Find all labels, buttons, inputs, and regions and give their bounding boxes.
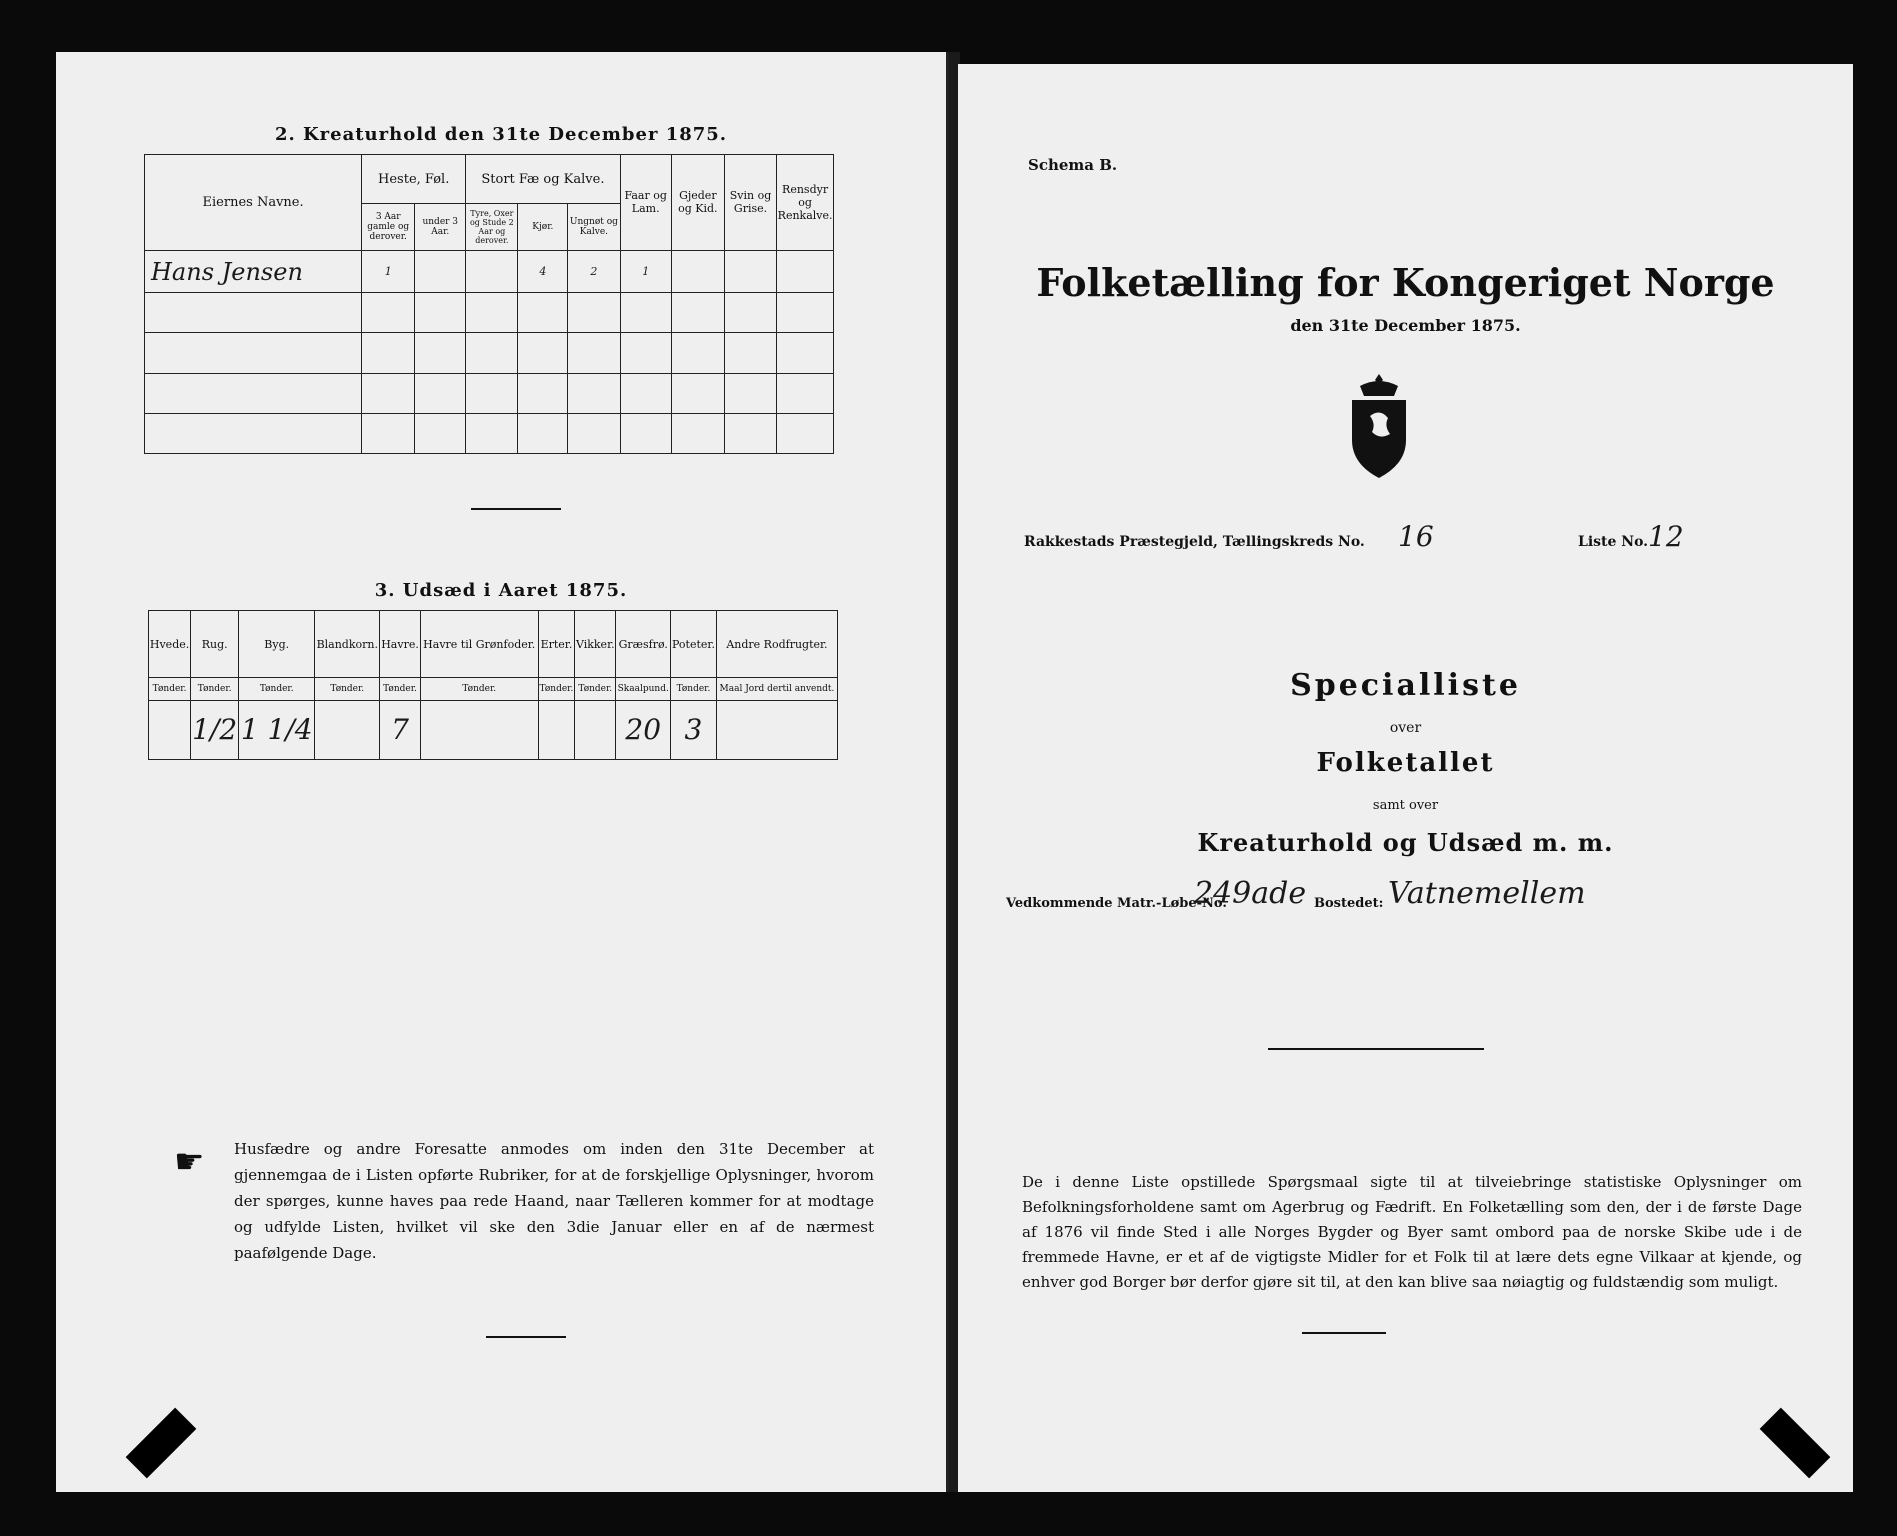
kjor-value: 4	[518, 250, 568, 292]
svin-header: Svin og Grise.	[724, 155, 776, 251]
owner-name: Hans Jensen	[145, 250, 362, 292]
table-row	[145, 333, 834, 373]
date-line: den 31te December 1875.	[1290, 316, 1521, 335]
seed-unit: Skaalpund.	[616, 678, 671, 700]
heste-header: Heste, Føl.	[362, 155, 466, 204]
heste-3aar-value: 1	[362, 250, 415, 292]
seed-header: Havre til Grønfoder.	[420, 611, 538, 678]
seed-header: Byg.	[239, 611, 315, 678]
stort-fae-header: Stort Fæ og Kalve.	[466, 155, 620, 204]
norway-coat-of-arms-icon	[1338, 372, 1420, 482]
stort-sub-tyre: Tyre, Oxer og Stude 2 Aar og derover.	[466, 204, 518, 251]
folketallet-title: Folketallet	[1316, 748, 1495, 778]
kreaturhold-title: Kreaturhold og Udsæd m. m.	[1197, 828, 1614, 857]
bottom-paragraph: De i denne Liste opstillede Spørgsmaal sigte til at tilveiebringe statistiske Oplysninger om Befolkningsforholdene samt om Agerbrug og Fædrift. En Folketælling som den, der i de første Dage af 1876 vil finde Sted i alle Norges Bygder og Byer samt ombord paa de norske Skibe ude i de fremmede Havne, er et af de vigtigste Midler for et Folk til at lære dets egne Vilkaar at kjende, og enhver god Borger bør derfor gjøre sit til, at den kan blive saa nøiagtig og fuldstændig som muligt.	[1022, 1173, 1802, 1291]
left-page	[56, 52, 949, 1492]
table-row	[149, 700, 838, 759]
rensdyr-header: Rensdyr og Renkalve.	[777, 155, 834, 251]
seed-header: Poteter.	[671, 611, 717, 678]
bosted-label: Bostedet:	[1314, 896, 1384, 911]
seed-value: 1/2	[191, 700, 239, 759]
stort-sub-ungnot: Ungnøt og Kalve.	[568, 204, 620, 251]
gjeder-header: Gjeder og Kid.	[671, 155, 724, 251]
seed-value: 7	[380, 700, 420, 759]
seed-header: Erter.	[538, 611, 574, 678]
schema-label: Schema B.	[1028, 156, 1118, 174]
seed-header: Græsfrø.	[616, 611, 671, 678]
heste-sub-3aar: 3 Aar gamle og derover.	[362, 204, 415, 251]
table-row	[145, 373, 834, 413]
seed-unit: Tønder.	[191, 678, 239, 700]
seed-value	[315, 700, 380, 759]
section3-title: 3. Udsæd i Aaret 1875.	[374, 580, 628, 601]
stort-sub-kjor: Kjør.	[518, 204, 568, 251]
seed-value	[575, 700, 616, 759]
seed-value	[420, 700, 538, 759]
table-row	[145, 250, 834, 292]
owner-header: Eiernes Navne.	[145, 155, 362, 251]
seed-value	[716, 700, 837, 759]
seed-header: Havre.	[380, 611, 420, 678]
seed-unit: Tønder.	[420, 678, 538, 700]
liste-number: 12	[1648, 520, 1684, 553]
divider	[471, 508, 561, 510]
divider	[486, 1336, 566, 1338]
seed-unit: Tønder.	[149, 678, 191, 700]
prestegjeld-label: Rakkestads Præstegjeld, Tællingskreds No.	[1024, 534, 1365, 550]
main-title: Folketælling for Kongeriget Norge	[1036, 260, 1775, 305]
seed-value	[149, 700, 191, 759]
samt-over-text: samt over	[1372, 798, 1439, 813]
table-row	[145, 293, 834, 333]
matr-number: 249ade	[1194, 876, 1307, 911]
specialliste-title: Specialliste	[1290, 668, 1521, 703]
seed-unit: Tønder.	[315, 678, 380, 700]
section2-title: 2. Kreaturhold den 31te December 1875.	[274, 124, 728, 145]
faar-value: 1	[620, 250, 671, 292]
seed-unit: Tønder.	[671, 678, 717, 700]
notice-text: Husfædre og andre Foresatte anmodes om inden den 31te December at gjennemgaa de i Listen opførte Rubriker, for at de forskjellige Oplysninger, hvorom der spørges, kunne haves paa rede Haand, naar Tælleren kommer for at modtage og udfylde Listen, hvilket vil ske den 3die Januar eller en af de nærmest paafølgende Dage.	[234, 1140, 874, 1262]
seed-unit: Tønder.	[239, 678, 315, 700]
divider	[1268, 1048, 1484, 1050]
tellingskreds-number: 16	[1398, 520, 1434, 553]
seed-header: Rug.	[191, 611, 239, 678]
matr-label: Vedkommende Matr.-Løbe-No.	[1006, 896, 1227, 911]
pointing-hand-icon: ☛	[174, 1142, 205, 1182]
seed-value: 20	[616, 700, 671, 759]
seed-header: Vikker.	[575, 611, 616, 678]
seed-value	[538, 700, 574, 759]
bosted-value: Vatnemellem	[1388, 876, 1586, 911]
seed-value: 3	[671, 700, 717, 759]
divider	[1302, 1332, 1386, 1334]
faar-header: Faar og Lam.	[620, 155, 671, 251]
liste-label: Liste No.	[1578, 534, 1649, 550]
table-row	[145, 413, 834, 453]
seed-unit: Maal Jord dertil anvendt.	[716, 678, 837, 700]
seed-table	[148, 610, 838, 760]
seed-header: Hvede.	[149, 611, 191, 678]
heste-sub-under: under 3 Aar.	[415, 204, 466, 251]
seed-value: 1 1/4	[239, 700, 315, 759]
seed-header: Blandkorn.	[315, 611, 380, 678]
seed-header: Andre Rodfrugter.	[716, 611, 837, 678]
livestock-table	[144, 154, 834, 454]
over-text: over	[1389, 720, 1422, 736]
seed-unit: Tønder.	[538, 678, 574, 700]
seed-unit: Tønder.	[575, 678, 616, 700]
seed-unit: Tønder.	[380, 678, 420, 700]
right-page	[958, 64, 1853, 1492]
ungnot-value: 2	[568, 250, 620, 292]
